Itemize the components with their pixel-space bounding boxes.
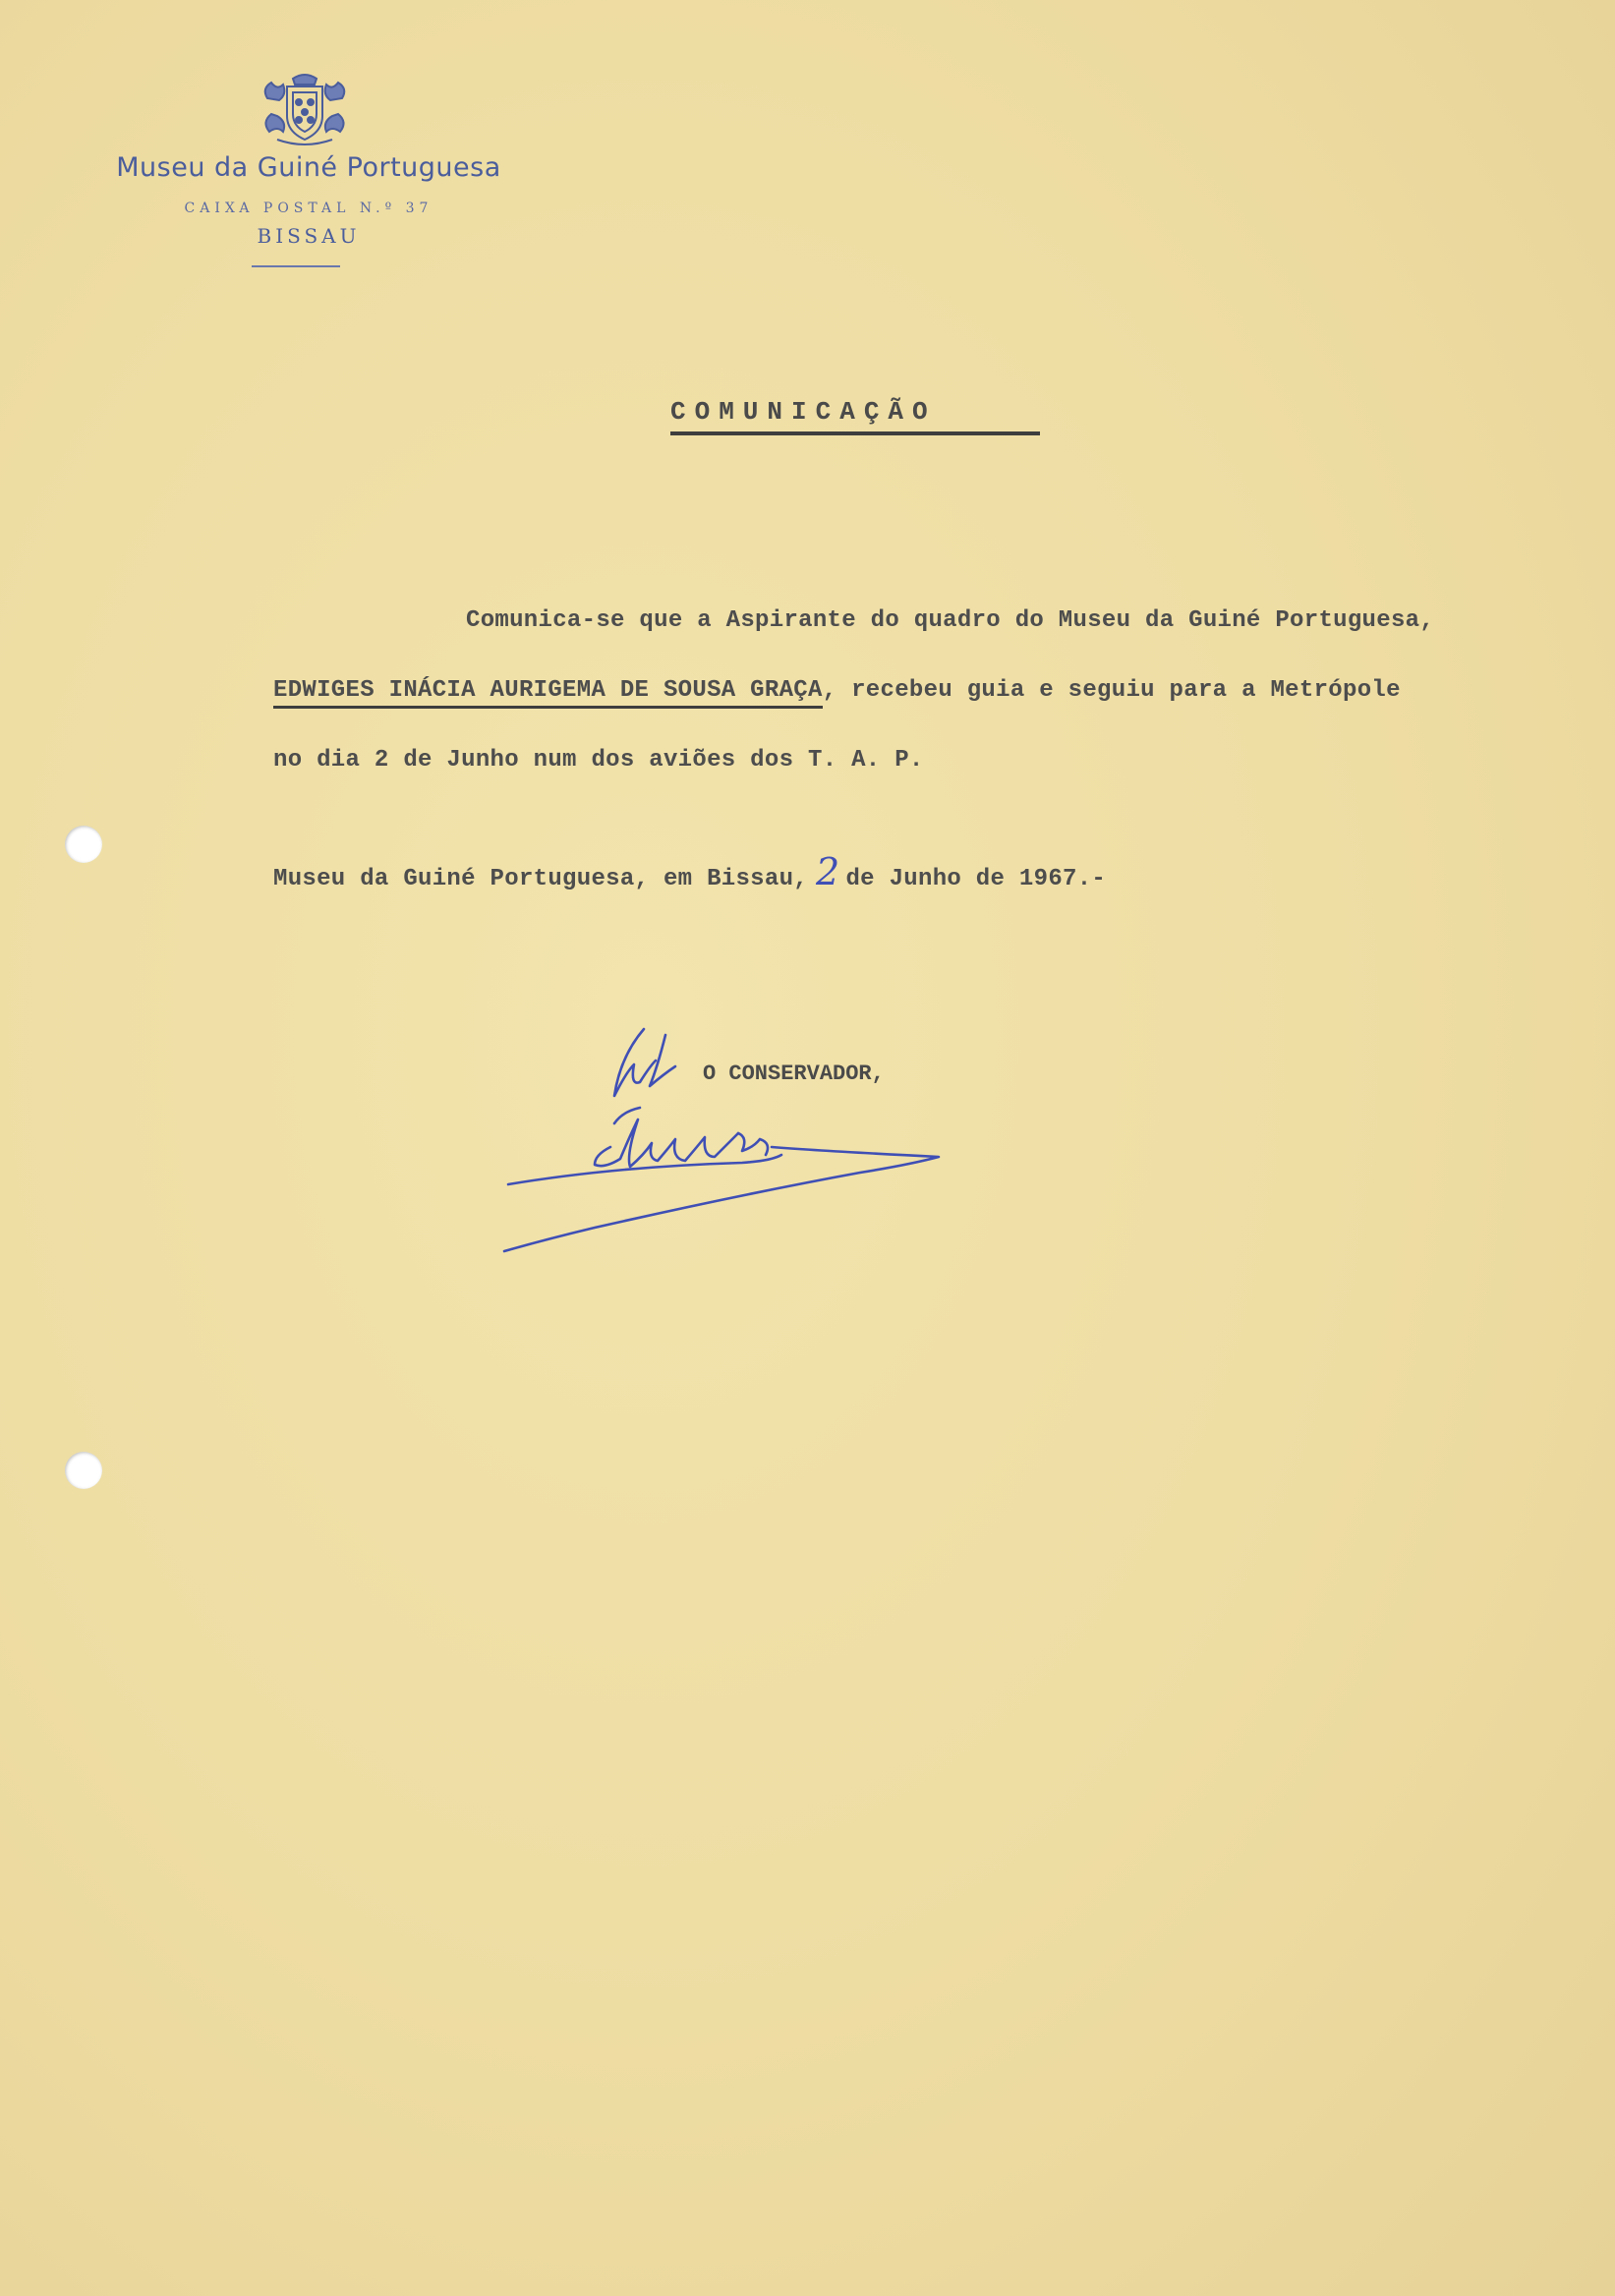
handwritten-signature	[447, 1017, 998, 1263]
employee-name: EDWIGES INÁCIA AURIGEMA DE SOUSA GRAÇA	[273, 677, 823, 709]
letterhead-name: Museu da Guiné Portuguesa	[116, 152, 501, 183]
letterhead-city: BISSAU	[257, 224, 361, 248]
handwritten-day: 2	[816, 850, 840, 893]
place-date-suffix: de Junho de 1967.-	[845, 866, 1107, 892]
document-title: COMUNICAÇÃO	[670, 397, 937, 427]
place-date-line	[273, 850, 1106, 893]
signatory-title: O CONSERVADOR,	[703, 1062, 885, 1086]
place-date-prefix: Museu da Guiné Portuguesa, em Bissau,	[273, 866, 808, 892]
body-line-2-rest: , recebeu guia e seguiu para a Metrópole	[822, 677, 1401, 704]
punch-hole-lower	[65, 1452, 102, 1489]
letterhead-postal-box: CAIXA POSTAL N.º 37	[184, 201, 433, 216]
body-line-2	[273, 677, 1401, 704]
body-line-3: no dia 2 de Junho num dos aviões dos T. A. P.	[273, 747, 924, 774]
body-line-1: Comunica-se que a Aspirante do quadro do Museu da Guiné Portuguesa,	[466, 607, 1435, 634]
letterhead-divider	[252, 265, 340, 267]
title-underline	[670, 431, 1040, 435]
coat-of-arms-emblem	[258, 71, 352, 149]
punch-hole-upper	[65, 826, 102, 863]
